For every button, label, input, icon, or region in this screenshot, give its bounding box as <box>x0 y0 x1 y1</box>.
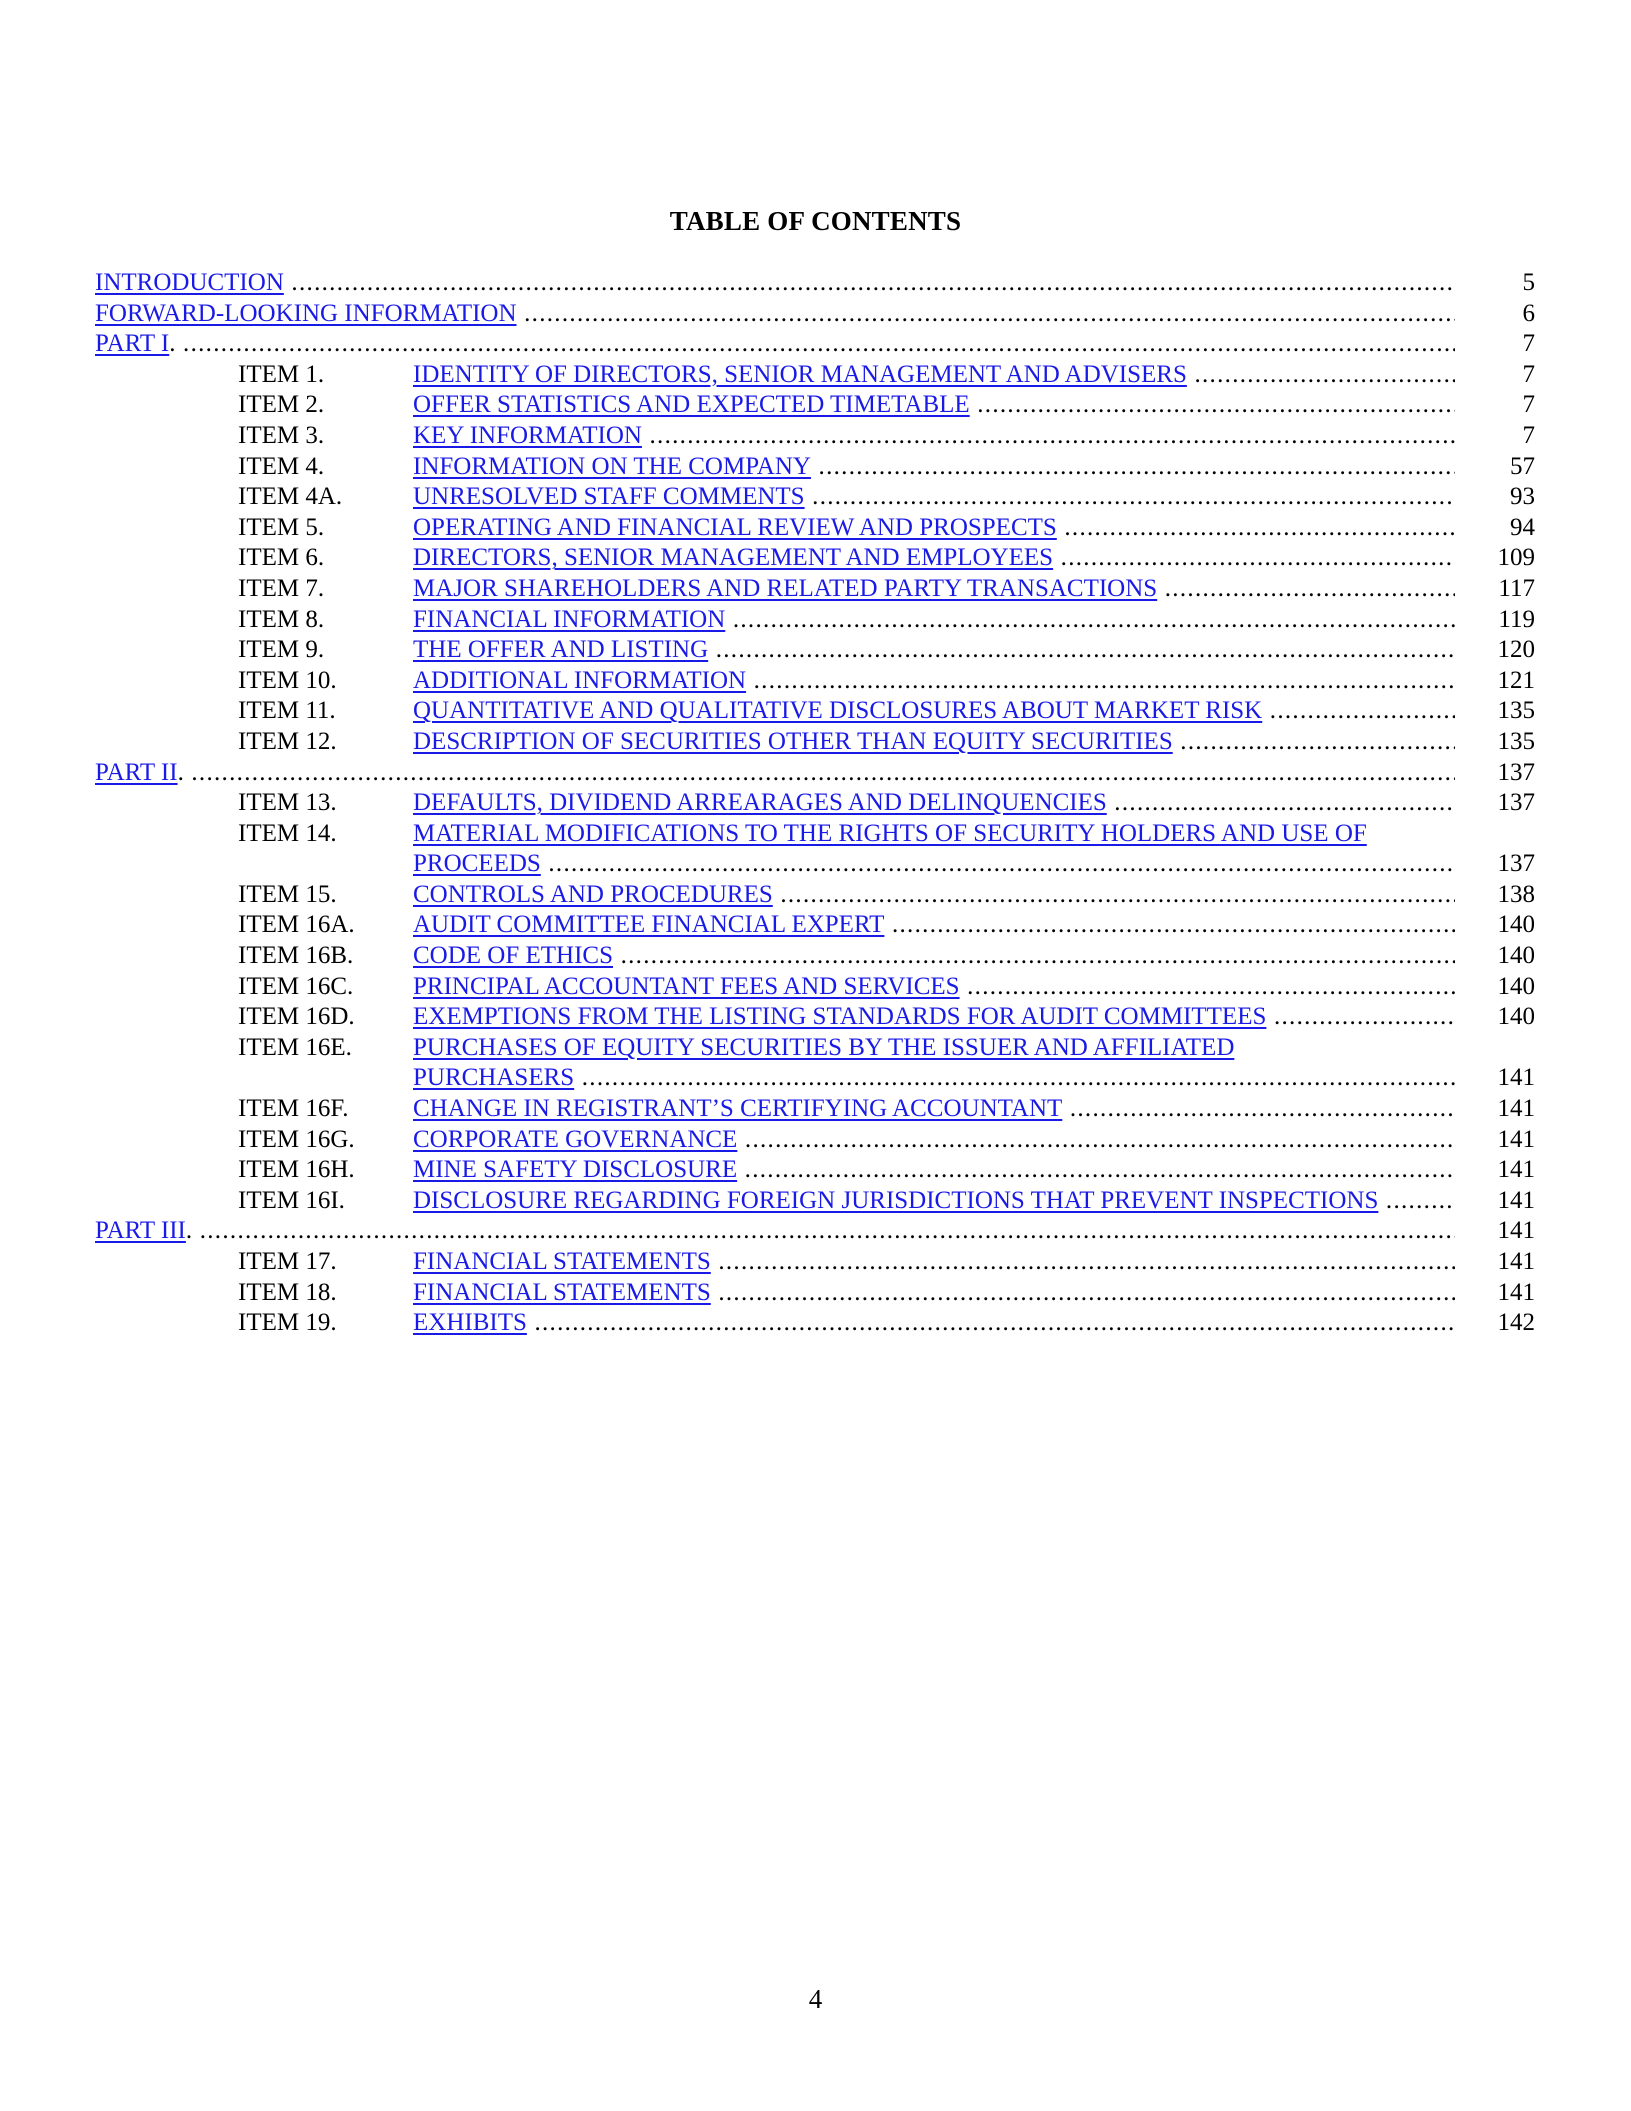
toc-link[interactable]: CORPORATE GOVERNANCE <box>413 1125 738 1153</box>
toc-entry-title <box>413 1094 1455 1125</box>
toc-entry-title <box>413 574 1455 605</box>
toc-entry-title <box>413 605 1455 636</box>
toc-link[interactable]: DIRECTORS, SENIOR MANAGEMENT AND EMPLOYEES <box>413 544 1054 572</box>
toc-entry-title <box>413 390 1455 421</box>
dot-leader <box>805 483 1455 510</box>
toc-entry-title <box>95 329 1455 360</box>
toc-link-continued[interactable]: PROCEEDS <box>413 850 541 878</box>
toc-entry <box>95 390 1535 421</box>
item-number: ITEM 9. <box>238 636 325 664</box>
toc-entry-title <box>413 1002 1455 1033</box>
toc-page-number: 137 <box>1497 758 1535 786</box>
item-number: ITEM 16E. <box>238 1033 352 1061</box>
dot-leader <box>773 881 1455 908</box>
toc-link[interactable]: OPERATING AND FINANCIAL REVIEW AND PROSPECTS <box>413 513 1057 541</box>
toc-entry-title <box>413 452 1455 483</box>
dot-leader <box>1266 1003 1455 1030</box>
dot-leader <box>1062 1095 1455 1122</box>
toc-entry <box>95 1216 1535 1247</box>
toc-page-number: 6 <box>1522 299 1535 327</box>
toc-page-number: 140 <box>1497 942 1535 970</box>
toc-entry <box>95 819 1535 880</box>
toc-entry <box>95 1308 1535 1339</box>
toc-link[interactable]: INTRODUCTION <box>95 269 284 296</box>
item-number: ITEM 16H. <box>238 1156 355 1184</box>
toc-entry <box>95 1247 1535 1278</box>
toc-link[interactable]: MINE SAFETY DISCLOSURE <box>413 1156 738 1184</box>
dot-leader <box>1157 575 1455 602</box>
toc-entry-title <box>413 1125 1455 1156</box>
toc-link[interactable]: FINANCIAL STATEMENTS <box>413 1278 711 1306</box>
toc-link[interactable]: FORWARD-LOOKING INFORMATION <box>95 299 517 327</box>
toc-entry <box>95 635 1535 666</box>
toc-entry-title <box>95 1216 1455 1247</box>
toc-entry-title <box>413 513 1455 544</box>
toc-entry-title <box>95 268 1455 299</box>
item-number: ITEM 12. <box>238 727 337 755</box>
toc-link[interactable]: INFORMATION ON THE COMPANY <box>413 452 811 480</box>
toc-page-number: 140 <box>1497 1003 1535 1031</box>
toc-link[interactable]: MAJOR SHAREHOLDERS AND RELATED PARTY TRANSACTIONS <box>413 574 1158 602</box>
toc-entry <box>95 727 1535 758</box>
dot-leader <box>711 1279 1455 1306</box>
dot-leader <box>711 1248 1455 1275</box>
toc-page-number: 141 <box>1497 1125 1535 1153</box>
toc-page-number: 7 <box>1522 391 1535 419</box>
dot-leader <box>708 636 1455 663</box>
dot-leader <box>541 850 1455 877</box>
toc-link[interactable]: EXHIBITS <box>413 1309 527 1337</box>
toc-page-number: 138 <box>1497 880 1535 908</box>
toc-link[interactable]: CONTROLS AND PROCEDURES <box>413 880 773 908</box>
item-number: ITEM 16F. <box>238 1095 349 1123</box>
dot-leader <box>574 1064 1455 1091</box>
dot-leader <box>1107 789 1455 816</box>
item-number: ITEM 11. <box>238 697 336 725</box>
dot-leader <box>613 942 1455 969</box>
item-number: ITEM 19. <box>238 1309 337 1337</box>
toc-entry <box>95 910 1535 941</box>
toc-entry <box>95 758 1535 789</box>
dot-leader <box>725 606 1455 633</box>
dot-leader <box>1057 514 1455 541</box>
toc-page-number: 142 <box>1497 1309 1535 1337</box>
toc-link[interactable]: PRINCIPAL ACCOUNTANT FEES AND SERVICES <box>413 972 960 1000</box>
toc-page-number: 120 <box>1497 636 1535 664</box>
toc-page-number: 141 <box>1497 1156 1535 1184</box>
item-number: ITEM 18. <box>238 1278 337 1306</box>
toc-page-number: 119 <box>1498 605 1535 633</box>
toc-entry-title <box>413 696 1455 727</box>
dot-leader <box>737 1156 1455 1183</box>
toc-entry-title <box>413 666 1455 697</box>
toc-page-number: 57 <box>1510 452 1535 480</box>
toc-entry <box>95 543 1535 574</box>
dot-leader <box>746 667 1455 694</box>
toc-entry <box>95 360 1535 391</box>
toc-link[interactable]: UNRESOLVED STAFF COMMENTS <box>413 483 805 511</box>
toc-page-number: 141 <box>1497 1248 1535 1275</box>
toc-entry <box>95 268 1535 299</box>
toc-link[interactable]: PART I <box>95 330 170 358</box>
toc-entry <box>95 1033 1535 1094</box>
toc-link[interactable]: DISCLOSURE REGARDING FOREIGN JURISDICTIONS THAT PREVENT INSPECTIONS <box>413 1186 1379 1214</box>
toc-entry <box>95 1278 1535 1309</box>
toc-link[interactable]: IDENTITY OF DIRECTORS, SENIOR MANAGEMENT AND ADVISERS <box>413 360 1187 388</box>
toc-entry <box>95 1125 1535 1156</box>
dot-leader <box>737 1126 1455 1153</box>
toc-page-number: 140 <box>1497 972 1535 1000</box>
toc-entry-title <box>413 910 1455 941</box>
toc-suffix: . <box>185 1217 193 1245</box>
toc-title: TABLE OF CONTENTS <box>669 206 962 236</box>
toc-link[interactable]: CODE OF ETHICS <box>413 942 614 970</box>
dot-leader <box>175 330 1455 357</box>
toc-entry <box>95 482 1535 513</box>
toc-entry <box>95 941 1535 972</box>
toc-page-number: 141 <box>1497 1278 1535 1306</box>
toc-page-number: 137 <box>1497 789 1535 817</box>
toc-page-number: 121 <box>1497 666 1535 694</box>
toc-link[interactable]: QUANTITATIVE AND QUALITATIVE DISCLOSURES ABOUT MARKET RISK <box>413 697 1263 725</box>
toc-entry <box>95 972 1535 1003</box>
dot-leader <box>1262 697 1455 724</box>
toc-link-continued[interactable]: PURCHASERS <box>413 1064 575 1092</box>
page-number: 4 <box>808 1984 823 2014</box>
item-number: ITEM 16G. <box>238 1125 355 1153</box>
toc-entry-title <box>413 819 1455 880</box>
dot-leader <box>960 973 1455 1000</box>
toc-entry-title <box>95 758 1455 789</box>
toc-entry-title <box>413 1155 1455 1186</box>
dot-leader <box>642 422 1455 449</box>
toc-entry-title <box>413 360 1455 391</box>
toc-entry <box>95 1094 1535 1125</box>
toc-entry <box>95 513 1535 544</box>
item-number: ITEM 8. <box>238 605 325 633</box>
item-number: ITEM 15. <box>238 880 337 908</box>
dot-leader <box>1378 1187 1455 1214</box>
toc-entry <box>95 788 1535 819</box>
toc-entry-title <box>413 1247 1455 1278</box>
table-of-contents <box>95 268 1535 1339</box>
toc-page-number: 135 <box>1497 727 1535 755</box>
toc-entry <box>95 1002 1535 1033</box>
item-number: ITEM 16C. <box>238 972 354 1000</box>
toc-entry-title <box>413 543 1455 574</box>
toc-entry <box>95 299 1535 330</box>
toc-link[interactable]: FINANCIAL INFORMATION <box>413 605 726 633</box>
toc-entry-title <box>413 880 1455 911</box>
item-number: ITEM 4. <box>238 452 325 480</box>
toc-link[interactable]: PART III <box>95 1217 186 1245</box>
toc-link[interactable]: ADDITIONAL INFORMATION <box>413 666 747 694</box>
item-number: ITEM 4A. <box>238 483 343 511</box>
item-number: ITEM 16A. <box>238 911 355 939</box>
toc-entry <box>95 666 1535 697</box>
toc-link[interactable]: FINANCIAL STATEMENTS <box>413 1248 711 1275</box>
dot-leader <box>527 1309 1455 1336</box>
toc-page-number: 135 <box>1497 697 1535 725</box>
item-number: ITEM 10. <box>238 666 337 694</box>
toc-entry-title <box>413 1308 1455 1339</box>
dot-leader <box>1187 361 1455 388</box>
toc-entry <box>95 421 1535 452</box>
toc-link[interactable]: PART II <box>95 758 178 786</box>
toc-entry-title <box>413 788 1455 819</box>
toc-page-number: 7 <box>1522 360 1535 388</box>
toc-entry <box>95 880 1535 911</box>
toc-entry <box>95 574 1535 605</box>
toc-link[interactable]: DESCRIPTION OF SECURITIES OTHER THAN EQUITY SECURITIES <box>413 727 1173 755</box>
toc-entry-title <box>413 941 1455 972</box>
toc-entry <box>95 452 1535 483</box>
toc-entry-title <box>413 482 1455 513</box>
item-number: ITEM 14. <box>238 819 337 847</box>
toc-page-number: 141 <box>1497 1095 1535 1123</box>
item-number: ITEM 5. <box>238 513 325 541</box>
toc-suffix: . <box>177 758 184 786</box>
item-number: ITEM 16D. <box>238 1003 355 1031</box>
item-number: ITEM 16B. <box>238 942 354 970</box>
toc-page-number: 140 <box>1497 911 1535 939</box>
toc-page-number: 5 <box>1522 269 1535 296</box>
toc-page-number: 7 <box>1522 330 1535 358</box>
toc-page-number: 141 <box>1497 1186 1535 1214</box>
item-number: ITEM 2. <box>238 391 325 419</box>
toc-link[interactable]: DEFAULTS, DIVIDEND ARREARAGES AND DELINQUENCIES <box>413 789 1107 817</box>
toc-entry <box>95 605 1535 636</box>
toc-page-number: 141 <box>1497 1217 1535 1245</box>
toc-link[interactable]: AUDIT COMMITTEE FINANCIAL EXPERT <box>413 911 885 939</box>
dot-leader <box>517 300 1455 327</box>
dot-leader <box>1053 544 1455 571</box>
toc-page-number: 109 <box>1497 544 1535 572</box>
dot-leader <box>184 759 1455 786</box>
toc-entry-title <box>413 1033 1455 1094</box>
dot-leader <box>811 453 1455 480</box>
toc-entry-title <box>413 1278 1455 1309</box>
dot-leader <box>1173 728 1455 755</box>
toc-link[interactable]: THE OFFER AND LISTING <box>413 636 709 664</box>
dot-leader <box>970 391 1455 418</box>
toc-page-number: 94 <box>1510 513 1535 541</box>
toc-page-number: 93 <box>1510 483 1535 511</box>
toc-entry <box>95 329 1535 360</box>
item-number: ITEM 16I. <box>238 1186 345 1214</box>
toc-page-number: 137 <box>1497 850 1535 878</box>
toc-entry-title <box>413 635 1455 666</box>
item-number: ITEM 3. <box>238 421 325 449</box>
toc-entry-title <box>413 972 1455 1003</box>
item-number: ITEM 17. <box>238 1248 337 1275</box>
toc-link[interactable]: EXEMPTIONS FROM THE LISTING STANDARDS FOR AUDIT COMMITTEES <box>413 1003 1267 1031</box>
toc-link[interactable]: CHANGE IN REGISTRANT’S CERTIFYING ACCOUNTANT <box>413 1095 1063 1123</box>
toc-entry-title <box>413 727 1455 758</box>
toc-link[interactable]: MATERIAL MODIFICATIONS TO THE RIGHTS OF SECURITY HOLDERS AND USE OF <box>413 819 1367 847</box>
item-number: ITEM 6. <box>238 544 325 572</box>
item-number: ITEM 13. <box>238 789 337 817</box>
toc-entry <box>95 1186 1535 1217</box>
toc-link[interactable]: PURCHASES OF EQUITY SECURITIES BY THE ISSUER AND AFFILIATED <box>413 1033 1235 1061</box>
item-number: ITEM 1. <box>238 360 325 388</box>
toc-suffix: . <box>169 330 176 358</box>
toc-page-number: 141 <box>1497 1064 1535 1092</box>
toc-entry-title <box>413 421 1455 452</box>
dot-leader <box>884 911 1455 938</box>
toc-entry-title <box>413 1186 1455 1217</box>
toc-link[interactable]: OFFER STATISTICS AND EXPECTED TIMETABLE <box>413 391 970 419</box>
dot-leader <box>284 269 1455 296</box>
item-number: ITEM 7. <box>238 574 325 602</box>
toc-entry-title <box>95 299 1455 330</box>
toc-page-number: 117 <box>1498 574 1535 602</box>
toc-entry <box>95 696 1535 727</box>
dot-leader <box>192 1217 1455 1244</box>
toc-page-number: 7 <box>1522 421 1535 449</box>
toc-link[interactable]: KEY INFORMATION <box>413 421 642 449</box>
toc-entry <box>95 1155 1535 1186</box>
